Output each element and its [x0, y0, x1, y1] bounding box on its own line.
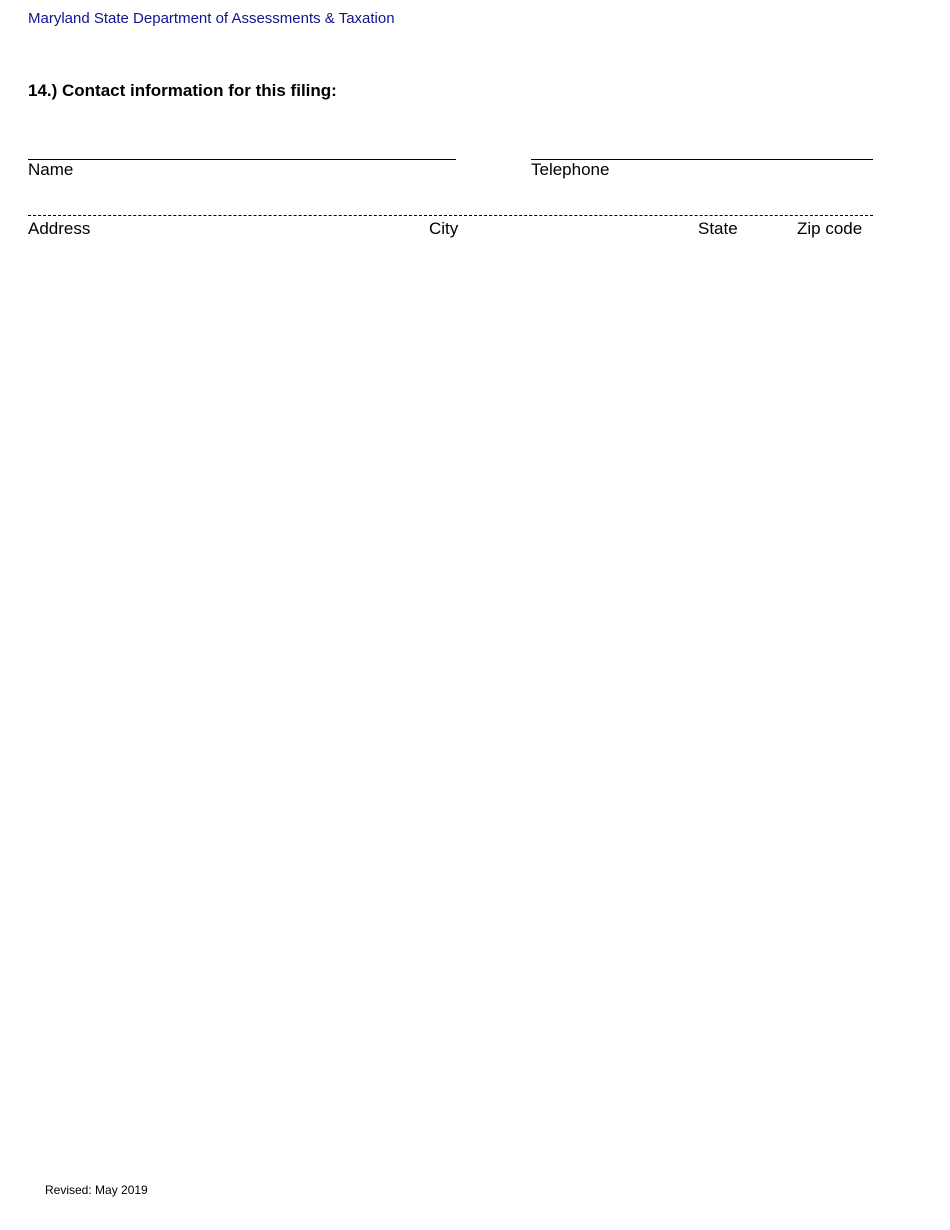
name-label: Name	[28, 160, 74, 179]
section-title: 14.) Contact information for this filing:	[28, 81, 337, 100]
address-line[interactable]	[28, 215, 873, 216]
name-line[interactable]	[28, 159, 456, 160]
address-label: Address	[28, 219, 91, 238]
city-label: City	[429, 219, 459, 238]
state-label: State	[698, 219, 738, 238]
zip-code-label: Zip code	[797, 219, 863, 238]
revision-note: Revised: May 2019	[45, 1183, 148, 1197]
telephone-label: Telephone	[531, 160, 610, 179]
agency-header: Maryland State Department of Assessments & Taxation	[28, 10, 395, 27]
